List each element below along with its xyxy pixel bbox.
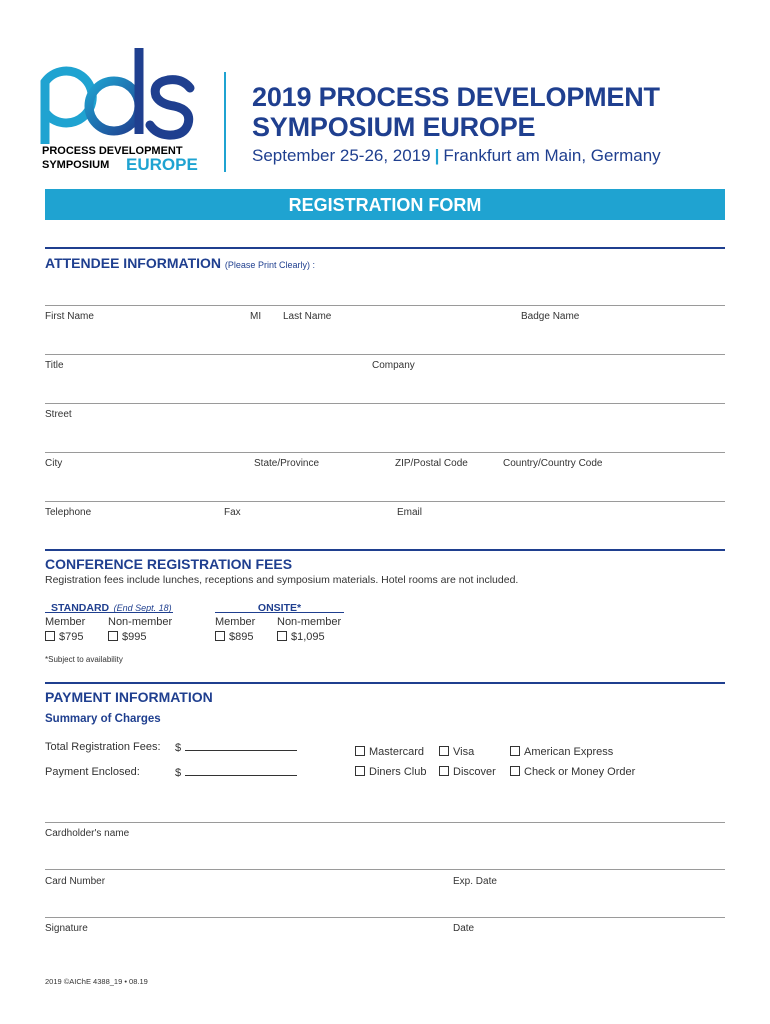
city-label: City	[45, 458, 63, 469]
method-visa[interactable]	[439, 746, 474, 758]
checkbox[interactable]	[510, 746, 520, 756]
method-label: American Express	[524, 746, 614, 758]
standard-header	[45, 598, 173, 613]
first-name-label: First Name	[45, 311, 94, 322]
event-dates: September 25-26, 2019	[252, 146, 431, 165]
method-discover[interactable]	[439, 766, 496, 778]
field-line[interactable]	[45, 452, 725, 453]
section-rule	[45, 247, 725, 249]
onsite-member-label: Member	[215, 616, 256, 628]
attendee-note: (Please Print Clearly) :	[224, 260, 315, 270]
street-label: Street	[45, 409, 72, 420]
standard-nonmember-price: $995	[122, 631, 147, 643]
checkbox[interactable]	[355, 746, 365, 756]
event-subtitle	[252, 146, 661, 166]
payment-section-title: PAYMENT INFORMATION	[45, 689, 213, 705]
standard-label: STANDARD	[51, 602, 110, 614]
total-fees-blank[interactable]	[185, 741, 297, 751]
payment-enclosed-field[interactable]	[175, 766, 297, 779]
mi-label: MI	[250, 311, 262, 322]
method-mastercard[interactable]	[355, 746, 424, 758]
logo-text-line2b: EUROPE	[126, 155, 198, 174]
total-fees-field[interactable]	[175, 741, 297, 754]
field-line[interactable]	[45, 822, 725, 823]
section-rule	[45, 682, 725, 684]
title-label: Title	[45, 360, 64, 371]
standard-member-price: $795	[59, 631, 84, 643]
cardholder-label: Cardholder's name	[45, 828, 130, 839]
method-label: Discover	[453, 766, 496, 778]
checkbox[interactable]	[439, 766, 449, 776]
total-fees-label: Total Registration Fees:	[45, 741, 161, 753]
method-label: Mastercard	[369, 746, 425, 758]
email-label: Email	[397, 507, 423, 518]
telephone-label: Telephone	[45, 507, 92, 518]
checkbox[interactable]	[108, 631, 118, 641]
badge-name-label: Badge Name	[521, 311, 580, 322]
standard-nonmember-option[interactable]	[108, 631, 146, 643]
field-line[interactable]	[45, 305, 725, 306]
method-diners[interactable]	[355, 766, 426, 778]
onsite-label: ONSITE*	[257, 602, 302, 614]
date-label: Date	[453, 923, 475, 934]
country-label: Country/Country Code	[503, 458, 603, 469]
method-amex[interactable]	[510, 746, 613, 758]
checkbox[interactable]	[277, 631, 287, 641]
standard-member-label: Member	[45, 616, 86, 628]
onsite-member-option[interactable]	[215, 631, 253, 643]
pds-logo	[40, 44, 202, 174]
standard-note: (End Sept. 18)	[113, 603, 172, 613]
onsite-nonmember-price: $1,095	[291, 631, 325, 643]
method-label: Diners Club	[369, 766, 427, 778]
footer-copyright: 2019 ©AIChE 4388_19 • 08.19	[45, 977, 148, 986]
logo-text-line1: PROCESS DEVELOPMENT	[42, 145, 183, 157]
field-line[interactable]	[45, 917, 725, 918]
payment-enclosed-label: Payment Enclosed:	[45, 766, 140, 778]
exp-date-label: Exp. Date	[453, 876, 497, 887]
checkbox[interactable]	[510, 766, 520, 776]
fax-label: Fax	[224, 507, 241, 518]
payment-enclosed-blank[interactable]	[185, 766, 297, 776]
checkbox[interactable]	[45, 631, 55, 641]
fees-section-title: CONFERENCE REGISTRATION FEES	[45, 556, 293, 572]
page-title	[252, 82, 660, 142]
onsite-member-price: $895	[229, 631, 254, 643]
checkbox[interactable]	[439, 746, 449, 756]
last-name-label: Last Name	[283, 311, 332, 322]
onsite-header	[215, 598, 344, 613]
currency-sign: $	[175, 767, 182, 779]
method-label: Check or Money Order	[524, 766, 636, 778]
field-line[interactable]	[45, 403, 725, 404]
checkbox[interactable]	[355, 766, 365, 776]
method-label: Visa	[453, 746, 475, 758]
method-check[interactable]	[510, 766, 635, 778]
field-line[interactable]	[45, 354, 725, 355]
checkbox[interactable]	[215, 631, 225, 641]
registration-banner: REGISTRATION FORM	[45, 189, 725, 220]
card-number-label: Card Number	[45, 876, 106, 887]
summary-title: Summary of Charges	[45, 713, 161, 725]
onsite-nonmember-option[interactable]	[277, 631, 325, 643]
field-line[interactable]	[45, 869, 725, 870]
attendee-section-title	[45, 255, 315, 271]
event-location: Frankfurt am Main, Germany	[443, 146, 661, 165]
signature-label: Signature	[45, 923, 88, 934]
standard-nonmember-label: Non-member	[108, 616, 173, 628]
title-line2: SYMPOSIUM EUROPE	[252, 112, 536, 142]
header-divider	[224, 72, 226, 172]
title-line1: 2019 PROCESS DEVELOPMENT	[252, 82, 660, 112]
section-rule	[45, 549, 725, 551]
attendee-title: ATTENDEE INFORMATION	[45, 255, 222, 271]
fees-footnote: *Subject to availability	[45, 655, 123, 664]
onsite-nonmember-label: Non-member	[277, 616, 342, 628]
company-label: Company	[372, 360, 415, 371]
field-line[interactable]	[45, 501, 725, 502]
fees-description: Registration fees include lunches, receptions and symposium materials. Hotel rooms are not included.	[45, 574, 519, 586]
currency-sign: $	[175, 742, 182, 754]
logo-text-line2a: SYMPOSIUM	[42, 159, 110, 171]
subtitle-separator: |	[434, 146, 440, 165]
zip-label: ZIP/Postal Code	[395, 458, 468, 469]
standard-member-option[interactable]	[45, 631, 83, 643]
state-label: State/Province	[254, 458, 320, 469]
